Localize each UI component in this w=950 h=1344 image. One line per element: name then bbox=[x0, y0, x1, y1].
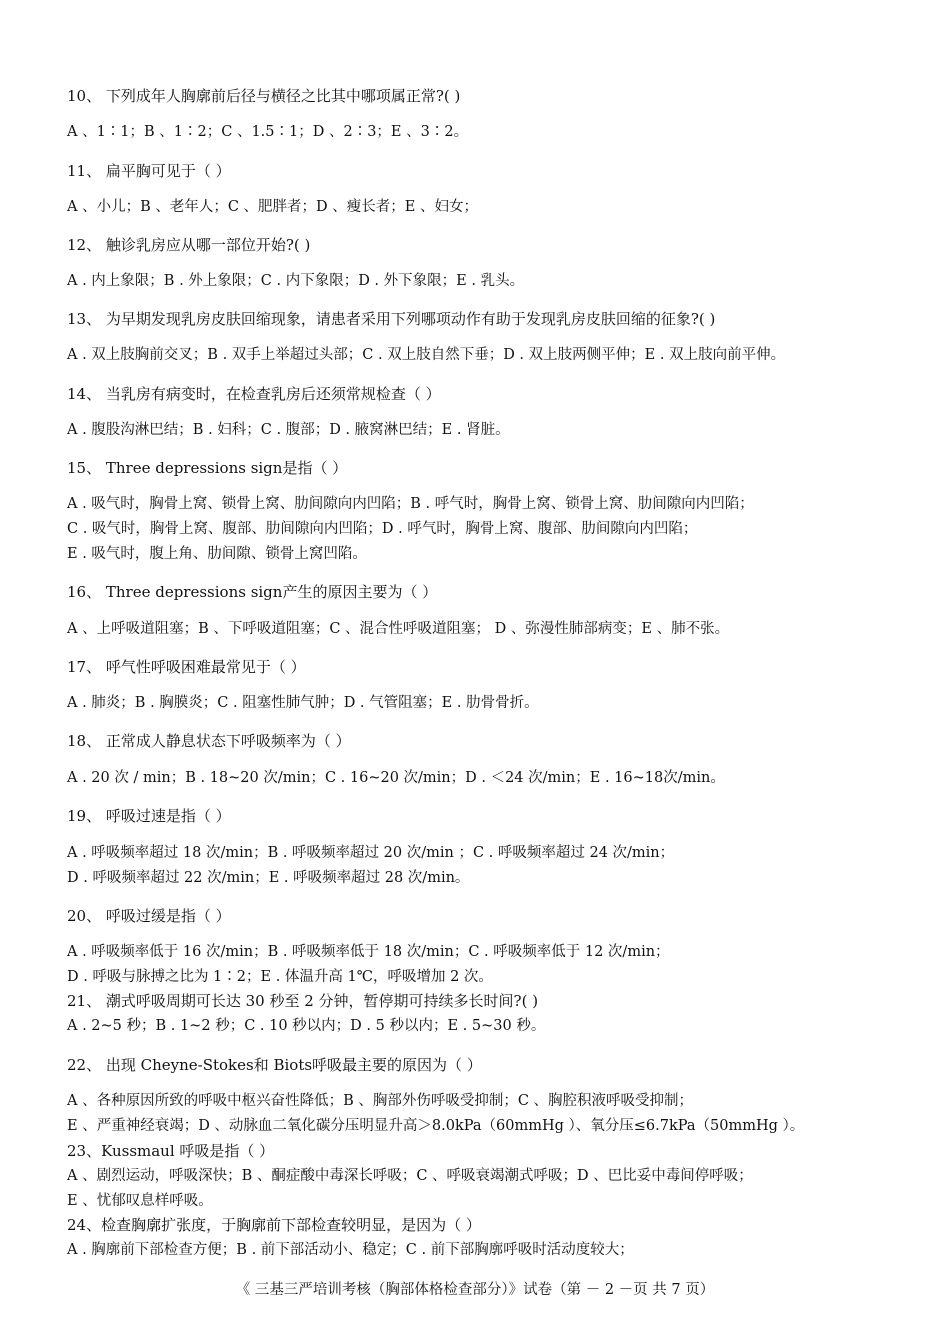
answer-options: A . 呼吸频率超过 18 次/min；B . 呼吸频率超过 20 次/min ；C . 呼吸频率超过 24 次/min； bbox=[67, 845, 675, 861]
page-footer: 《 三基三严培训考核（胸部体格检查部分）》试卷（第 － 2 －页 共 7 页） bbox=[235, 1282, 715, 1298]
answer-options: A 、各种原因所致的呼吸中枢兴奋性降低；B 、胸部外伤呼吸受抑制；C 、胸腔积液呼吸受抑制； bbox=[67, 1093, 694, 1109]
question-stem: 10、 下列成年人胸廓前后径与横径之比其中哪项属正常?( ) bbox=[67, 87, 461, 105]
answer-options: E . 吸气时，腹上角、肋间隙、锁骨上窝凹陷。 bbox=[67, 546, 367, 562]
answer-options: A 、1∶1；B 、1∶2；C 、1.5∶1；D 、2∶3；E 、3∶2。 bbox=[67, 124, 469, 140]
question-stem: 18、 正常成人静息状态下呼吸频率为（ ） bbox=[67, 732, 351, 750]
question-stem: 14、 当乳房有病变时，在检查乳房后还须常规检查（ ） bbox=[67, 385, 441, 403]
answer-options: C . 吸气时，胸骨上窝、腹部、肋间隙向内凹陷；D . 呼气时，胸骨上窝、腹部、肋间隙向内凹陷； bbox=[67, 521, 698, 537]
question-stem: 24、检查胸廓扩张度，于胸廓前下部检查较明显，是因为（ ） bbox=[67, 1216, 481, 1234]
answer-options: A . 双上肢胸前交叉；B . 双手上举超过头部；C . 双上肢自然下垂；D . 双上肢两侧平伸；E . 双上肢向前平伸。 bbox=[67, 347, 786, 363]
question-stem: 22、 出现 Cheyne-Stokes和 Biots呼吸最主要的原因为（ ） bbox=[67, 1056, 482, 1074]
answer-options: A . 2~5 秒；B . 1~2 秒；C . 10 秒以内；D . 5 秒以内；E . 5~30 秒。 bbox=[67, 1018, 546, 1034]
question-stem: 11、 扁平胸可见于（ ） bbox=[67, 162, 231, 180]
answer-options: A . 肺炎；B . 胸膜炎；C . 阻塞性肺气肿；D . 气管阻塞；E . 肋骨骨折。 bbox=[67, 695, 539, 711]
question-stem: 19、 呼吸过速是指（ ） bbox=[67, 807, 231, 825]
question-stem: 16、 Three depressions sign产生的原因主要为（ ） bbox=[67, 583, 438, 601]
answer-options: A 、剧烈运动，呼吸深快；B 、酮症酸中毒深长呼吸；C 、呼吸衰竭潮式呼吸；D 、巴比妥中毒间停呼吸； bbox=[67, 1168, 753, 1184]
answer-options: A . 吸气时，胸骨上窝、锁骨上窝、肋间隙向内凹陷；B . 呼气时，胸骨上窝、锁骨上窝、肋间隙向内凹陷； bbox=[67, 496, 754, 512]
answer-options: D . 呼吸频率超过 22 次/min；E . 呼吸频率超过 28 次/min。 bbox=[67, 870, 470, 886]
answer-options: A . 20 次 / min；B . 18~20 次/min；C . 16~20 次/min；D . ＜24 次/min；E . 16~18次/min。 bbox=[67, 770, 725, 786]
answer-options: A 、上呼吸道阻塞；B 、下呼吸道阻塞；C 、混合性呼吸道阻塞； D 、弥漫性肺部病变；E 、肺不张。 bbox=[67, 621, 730, 637]
question-stem: 15、 Three depressions sign是指（ ） bbox=[67, 459, 348, 477]
question-stem: 13、 为早期发现乳房皮肤回缩现象，请患者采用下列哪项动作有助于发现乳房皮肤回缩的征象?( ) bbox=[67, 310, 716, 328]
question-stem: 20、 呼吸过缓是指（ ） bbox=[67, 907, 231, 925]
answer-options: A . 胸廓前下部检查方便；B . 前下部活动小、稳定；C . 前下部胸廓呼吸时活动度较大； bbox=[67, 1242, 634, 1258]
question-stem: 23、Kussmaul 呼吸是指（ ） bbox=[67, 1142, 275, 1160]
question-stem: 21、 潮式呼吸周期可长达 30 秒至 2 分钟，暂停期可持续多长时间?( ) bbox=[67, 992, 539, 1010]
answer-options: E 、忧郁叹息样呼吸。 bbox=[67, 1193, 213, 1209]
question-stem: 17、 呼气性呼吸困难最常见于（ ） bbox=[67, 658, 306, 676]
answer-options: A 、小儿；B 、老年人；C 、肥胖者；D 、瘦长者；E 、妇女； bbox=[67, 199, 478, 215]
answer-options: D . 呼吸与脉搏之比为 1∶2；E . 体温升高 1℃，呼吸增加 2 次。 bbox=[67, 969, 493, 985]
question-stem: 12、 触诊乳房应从哪一部位开始?( ) bbox=[67, 236, 311, 254]
answer-options: A . 腹股沟淋巴结；B . 妇科；C . 腹部；D . 腋窝淋巴结；E . 肾脏。 bbox=[67, 422, 510, 438]
answer-options: A . 呼吸频率低于 16 次/min；B . 呼吸频率低于 18 次/min；C . 呼吸频率低于 12 次/min； bbox=[67, 944, 670, 960]
answer-options: E 、严重神经衰竭；D 、动脉血二氧化碳分压明显升高＞8.0kPa（60mmHg ）、氧分压≤6.7kPa（50mmHg ）。 bbox=[67, 1118, 805, 1134]
answer-options: A . 内上象限；B . 外上象限；C . 内下象限；D . 外下象限；E . 乳头。 bbox=[67, 273, 525, 289]
